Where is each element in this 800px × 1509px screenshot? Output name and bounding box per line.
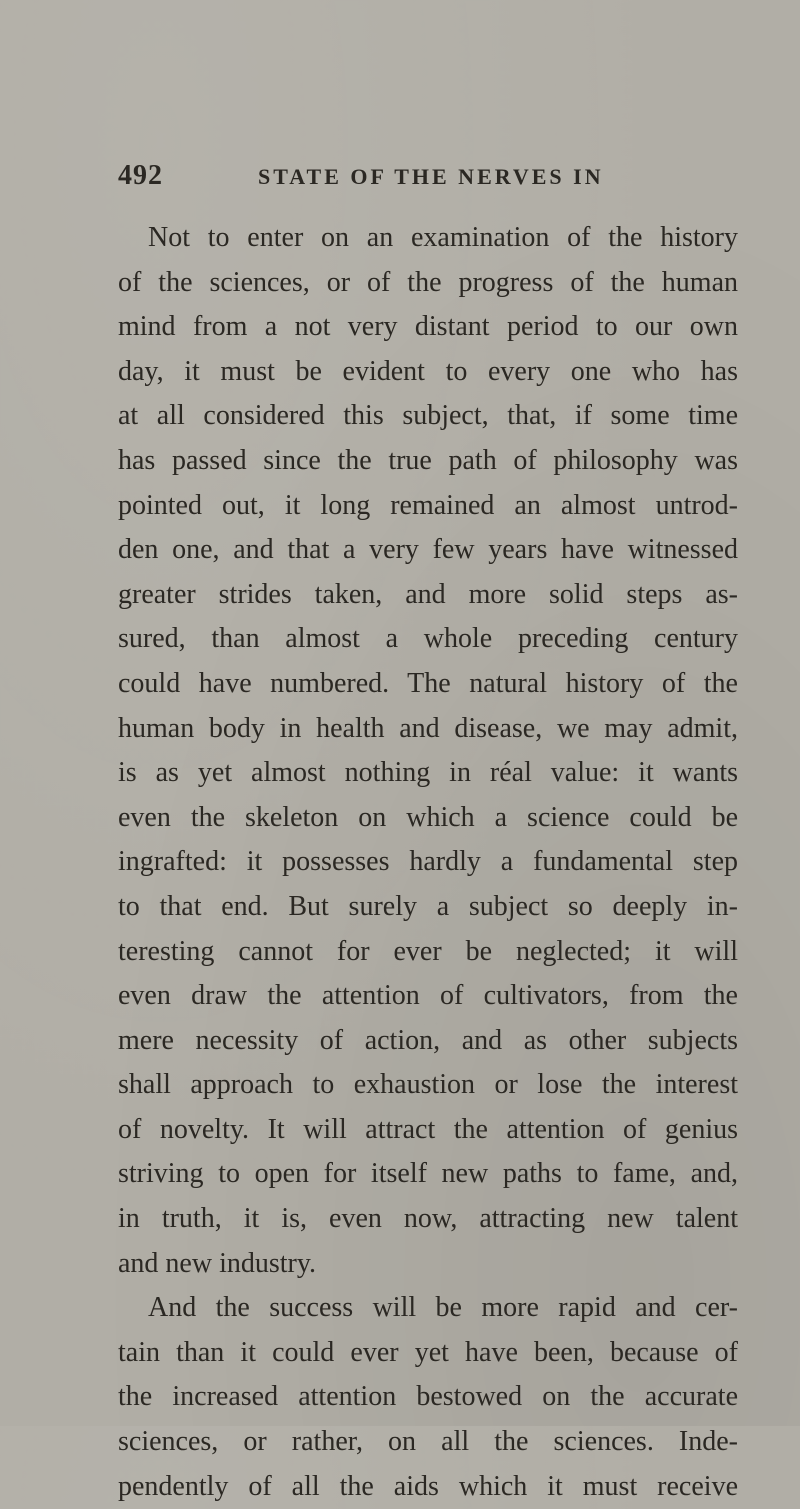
- text-line: is as yet almost nothing in réal value: it wants: [118, 757, 738, 789]
- page-header: [118, 160, 718, 200]
- text-line: den one, and that a very few years have witnessed: [118, 534, 738, 566]
- text-line: sciences, or rather, on all the sciences. Inde-: [118, 1426, 738, 1458]
- text-line: ingrafted: it possesses hardly a fundamental step: [118, 846, 738, 878]
- text-line: at all considered this subject, that, if some time: [118, 400, 738, 432]
- text-line: pointed out, it long remained an almost untrod-: [118, 489, 738, 521]
- text-line: and new industry.: [118, 1247, 317, 1279]
- text-line: day, it must be evident to every one who has: [118, 355, 738, 387]
- text-line: to that end. But surely a subject so deeply in-: [118, 890, 738, 922]
- text-line: even draw the attention of cultivators, from the: [118, 980, 738, 1012]
- text-line: of novelty. It will attract the attention of genius: [118, 1113, 738, 1145]
- page-number: 492: [118, 160, 163, 191]
- text-line: tain than it could ever yet have been, because of: [118, 1336, 738, 1368]
- text-line: of the sciences, or of the progress of the human: [118, 266, 738, 298]
- text-line: in truth, it is, even now, attracting new talent: [118, 1203, 738, 1235]
- text-line: pendently of all the aids which it must receive: [118, 1470, 738, 1502]
- running-head: STATE OF THE NERVES IN: [258, 164, 604, 189]
- text-line: even the skeleton on which a science could be: [118, 801, 738, 833]
- text-line: teresting cannot for ever be neglected; it will: [118, 935, 738, 967]
- text-line: striving to open for itself new paths to fame, and,: [118, 1158, 738, 1190]
- text-line: human body in health and disease, we may admit,: [118, 712, 738, 744]
- text-line: mind from a not very distant period to our own: [118, 311, 738, 343]
- body-text: [118, 216, 738, 1509]
- text-line: mere necessity of action, and as other subjects: [118, 1024, 738, 1056]
- text-line: greater strides taken, and more solid steps as-: [118, 578, 738, 610]
- text-line: could have numbered. The natural history of the: [118, 667, 738, 699]
- text-line: shall approach to exhaustion or lose the interest: [118, 1069, 738, 1101]
- text-line: sured, than almost a whole preceding century: [118, 623, 738, 655]
- text-line: Not to enter on an examination of the history: [148, 222, 738, 253]
- text-line: has passed since the true path of philosophy was: [118, 444, 738, 476]
- text-line: And the success will be more rapid and cer-: [148, 1292, 738, 1324]
- text-line: the increased attention bestowed on the accurate: [118, 1381, 738, 1413]
